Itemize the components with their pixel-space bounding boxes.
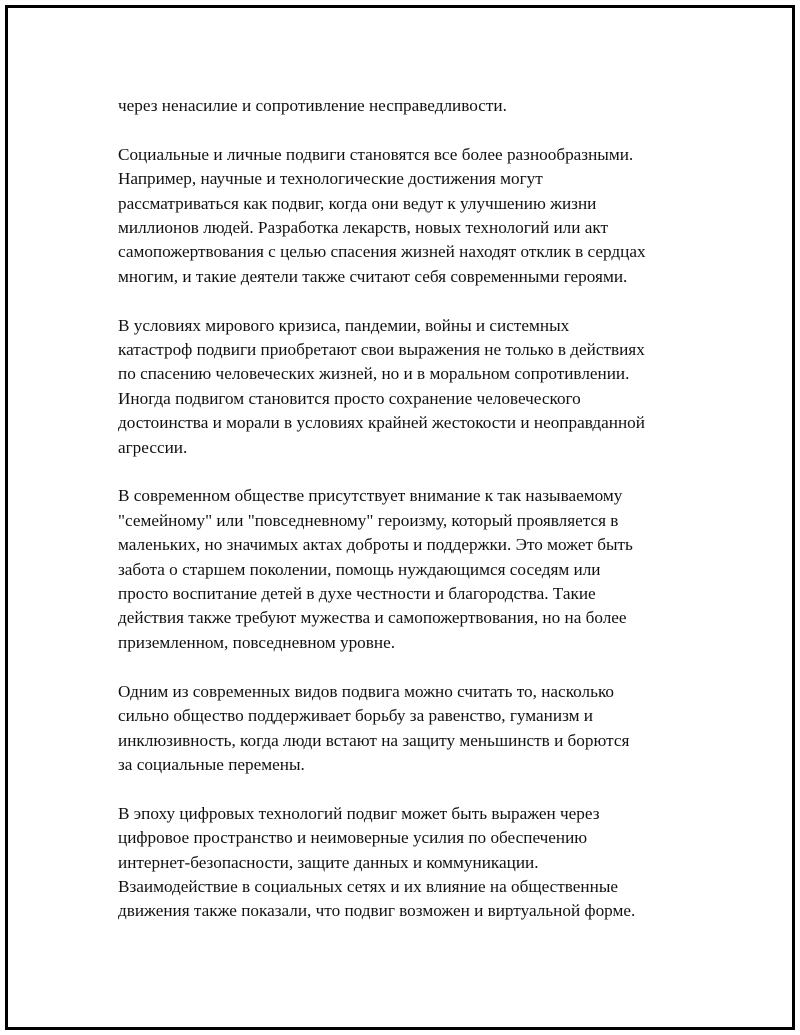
text-line: по спасению человеческих жизней, но и в моральном сопротивлении. bbox=[118, 364, 630, 384]
text-line: агрессии. bbox=[118, 437, 188, 457]
text-line: Иногда подвигом становится просто сохранение человеческого bbox=[118, 388, 581, 408]
text-line: действия также требуют мужества и самопожертвования, но на более bbox=[118, 608, 627, 628]
paragraph bbox=[118, 143, 693, 289]
text-line: Одним из современных видов подвига можно считать то, насколько bbox=[118, 681, 615, 701]
text-line: через ненасилие и сопротивление несправедливости. bbox=[118, 96, 507, 115]
paragraph bbox=[118, 94, 693, 118]
text-line: В условиях мирового кризиса, пандемии, войны и системных bbox=[118, 315, 570, 335]
text-line: просто воспитание детей в духе честности и благородства. Такие bbox=[118, 584, 596, 604]
text-line: В современном обществе присутствует внимание к так называемому bbox=[118, 486, 623, 506]
text-line: сильно общество поддерживает борьбу за равенство, гуманизм и bbox=[118, 706, 593, 726]
text-line: катастроф подвиги приобретают свои выражения не только в действиях bbox=[118, 340, 645, 360]
text-line: маленьких, но значимых актах доброты и поддержки. Это может быть bbox=[118, 535, 633, 555]
paragraph bbox=[118, 484, 693, 655]
paragraph bbox=[118, 680, 693, 778]
text-line: многим, и такие деятели также считают себя современными героями. bbox=[118, 266, 628, 286]
paragraph bbox=[118, 314, 693, 460]
text-line: приземленном, повседневном уровне. bbox=[118, 632, 396, 652]
document-body bbox=[118, 94, 693, 948]
text-line: миллионов людей. Разработка лекарств, новых технологий или акт bbox=[118, 218, 609, 238]
text-line: достоинства и морали в условиях крайней жестокости и неоправданной bbox=[118, 413, 645, 433]
text-line: цифровое пространство и неимоверные усилия по обеспечению bbox=[118, 828, 588, 848]
text-line: движения также показали, что подвиг возможен и виртуальной форме. bbox=[118, 901, 636, 921]
text-line: забота о старшем поколении, помощь нуждающимся соседям или bbox=[118, 559, 601, 579]
text-line: за социальные перемены. bbox=[118, 754, 305, 774]
text-line: интернет-безопасности, защите данных и коммуникации. bbox=[118, 852, 539, 872]
text-line: самопожертвования с целью спасения жизней находят отклик в сердцах bbox=[118, 242, 646, 262]
paragraph bbox=[118, 802, 693, 924]
text-line: рассматриваться как подвиг, когда они ведут к улучшению жизни bbox=[118, 193, 597, 213]
text-line: Социальные и личные подвиги становятся все более разнообразными. bbox=[118, 144, 634, 164]
text-line: В эпоху цифровых технологий подвиг может быть выражен через bbox=[118, 803, 600, 823]
text-line: Взаимодействие в социальных сетях и их влияние на общественные bbox=[118, 876, 618, 896]
text-line: Например, научные и технологические достижения могут bbox=[118, 169, 543, 189]
text-line: инклюзивность, когда люди встают на защиту меньшинств и борются bbox=[118, 730, 630, 750]
text-line: "семейному" или "повседневному" героизму, который проявляется в bbox=[118, 510, 619, 530]
